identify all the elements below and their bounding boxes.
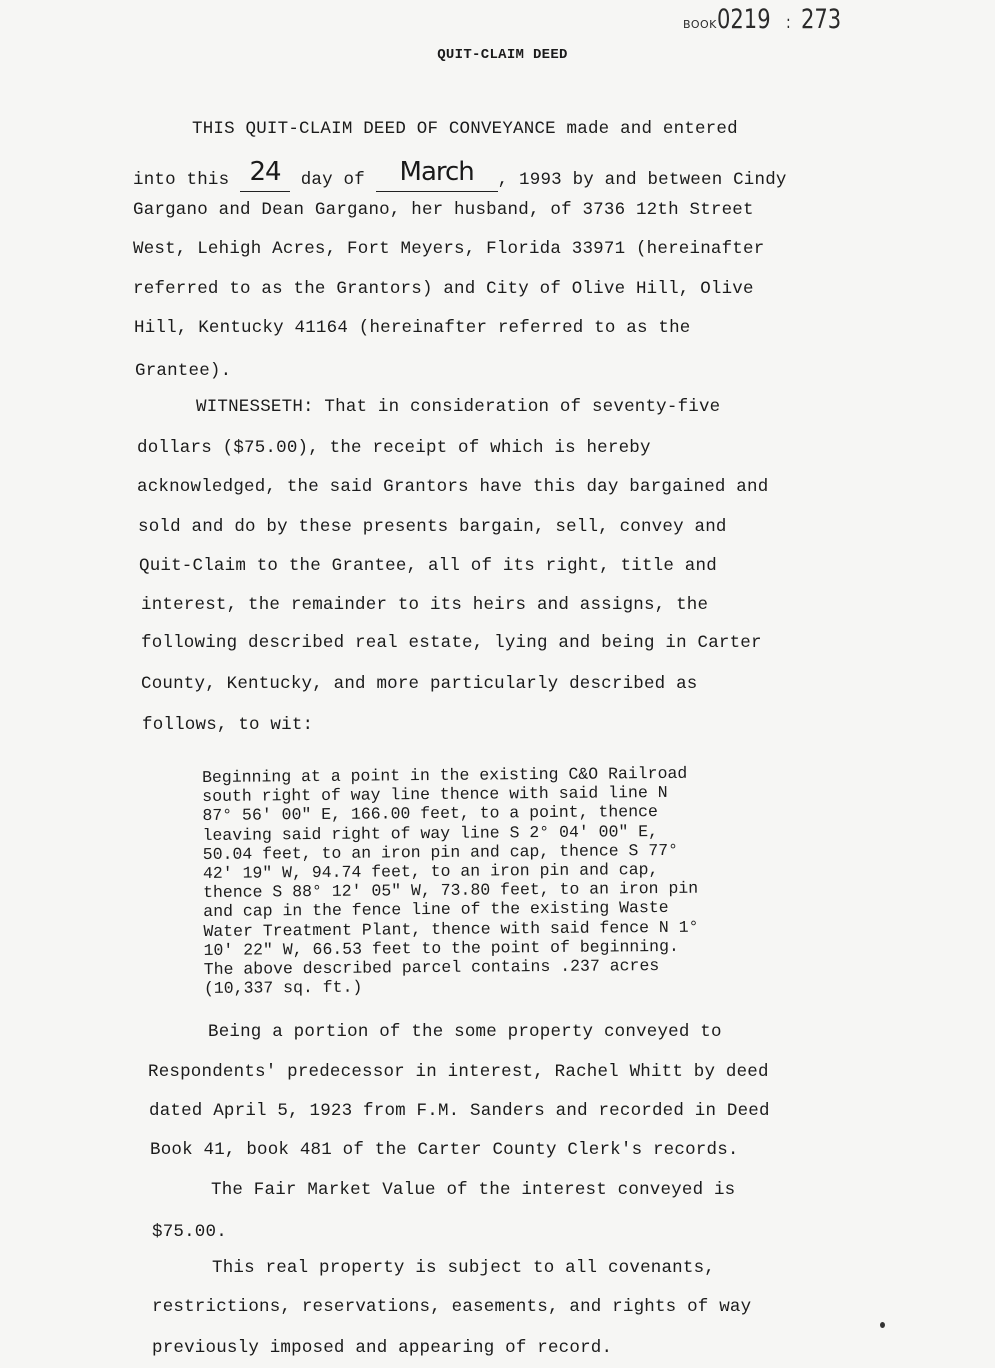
value-line-1: The Fair Market Value of the interest conveyed is <box>211 1180 736 1200</box>
covenants-line-1: This real property is subject to all covenants, <box>212 1258 715 1278</box>
document-title: QUIT-CLAIM DEED <box>437 47 568 63</box>
covenants-line-3: previously imposed and appearing of record. <box>152 1338 613 1358</box>
witnesseth-line-8: County, Kentucky, and more particularly described as <box>141 674 698 694</box>
witnesseth-line-1: WITNESSETH: That in consideration of seventy-five <box>196 397 721 417</box>
intro-line-3: Gargano and Dean Gargano, her husband, of 3736 12th Street <box>133 200 754 220</box>
intro-into-this: into this <box>133 170 230 190</box>
book-number: 0219 <box>716 4 771 35</box>
covenants-line-2: restrictions, reservations, easements, and rights of way <box>152 1297 752 1317</box>
portion-line-1: Being a portion of the some property conveyed to <box>208 1022 722 1042</box>
intro-line-4: West, Lehigh Acres, Fort Meyers, Florida 33971 (hereinafter <box>133 239 765 259</box>
ink-speck <box>880 1322 885 1328</box>
witnesseth-line-5: Quit-Claim to the Grantee, all of its right, title and <box>139 556 717 576</box>
legal-description: Beginning at a point in the existing C&O Railroad south right of way line thence with said line N 87° 56' 00" E, 166.00 feet, to a point, thence leaving said right of way line S 2° 04' 00" E, 50.04 feet, to an iron pin and cap, thence S 77° 42' 19" W, 94.74 feet, to an iron pin and cap, thence S 88° 12' 05" W, 73.80 feet, to an iron pin and cap in the fence line of the existing Waste Water Treatment Plant, thence with said fence N 1° 10' 22" W, 66.53 feet to the point of beginning. The above described parcel contains .237 acres (10,337 sq. ft.) <box>202 763 699 999</box>
day-field <box>240 157 290 192</box>
intro-line-2 <box>133 157 787 192</box>
book-page-stamp <box>683 4 842 35</box>
intro-day-of: day of <box>300 170 365 190</box>
witnesseth-line-6: interest, the remainder to its heirs and assigns, the <box>141 595 709 615</box>
witnesseth-line-2: dollars ($75.00), the receipt of which is hereby <box>137 438 651 458</box>
intro-line-5: referred to as the Grantors) and City of Olive Hill, Olive <box>133 279 754 299</box>
portion-line-4: Book 41, book 481 of the Carter County Clerk's records. <box>150 1140 739 1160</box>
witnesseth-line-3: acknowledged, the said Grantors have this day bargained and <box>137 477 769 497</box>
stamp-separator: : <box>785 12 791 33</box>
page-number: 273 <box>801 4 842 35</box>
book-label: BOOK <box>683 18 717 31</box>
intro-line-7: Grantee). <box>135 361 232 381</box>
portion-line-3: dated April 5, 1923 from F.M. Sanders and recorded in Deed <box>149 1101 770 1121</box>
intro-year-parties: , 1993 by and between Cindy <box>497 170 787 190</box>
value-line-2: $75.00. <box>152 1222 227 1242</box>
intro-line-1: THIS QUIT-CLAIM DEED OF CONVEYANCE made and entered <box>192 119 738 139</box>
portion-line-2: Respondents' predecessor in interest, Rachel Whitt by deed <box>148 1062 769 1082</box>
intro-line-6: Hill, Kentucky 41164 (hereinafter referred to as the <box>134 318 691 338</box>
witnesseth-line-9: follows, to wit: <box>142 715 314 735</box>
handwritten-month: March <box>399 157 474 187</box>
witnesseth-line-7: following described real estate, lying and being in Carter <box>141 633 762 653</box>
month-field <box>376 157 498 192</box>
witnesseth-line-4: sold and do by these presents bargain, sell, convey and <box>138 517 727 537</box>
handwritten-day: 24 <box>249 157 281 187</box>
